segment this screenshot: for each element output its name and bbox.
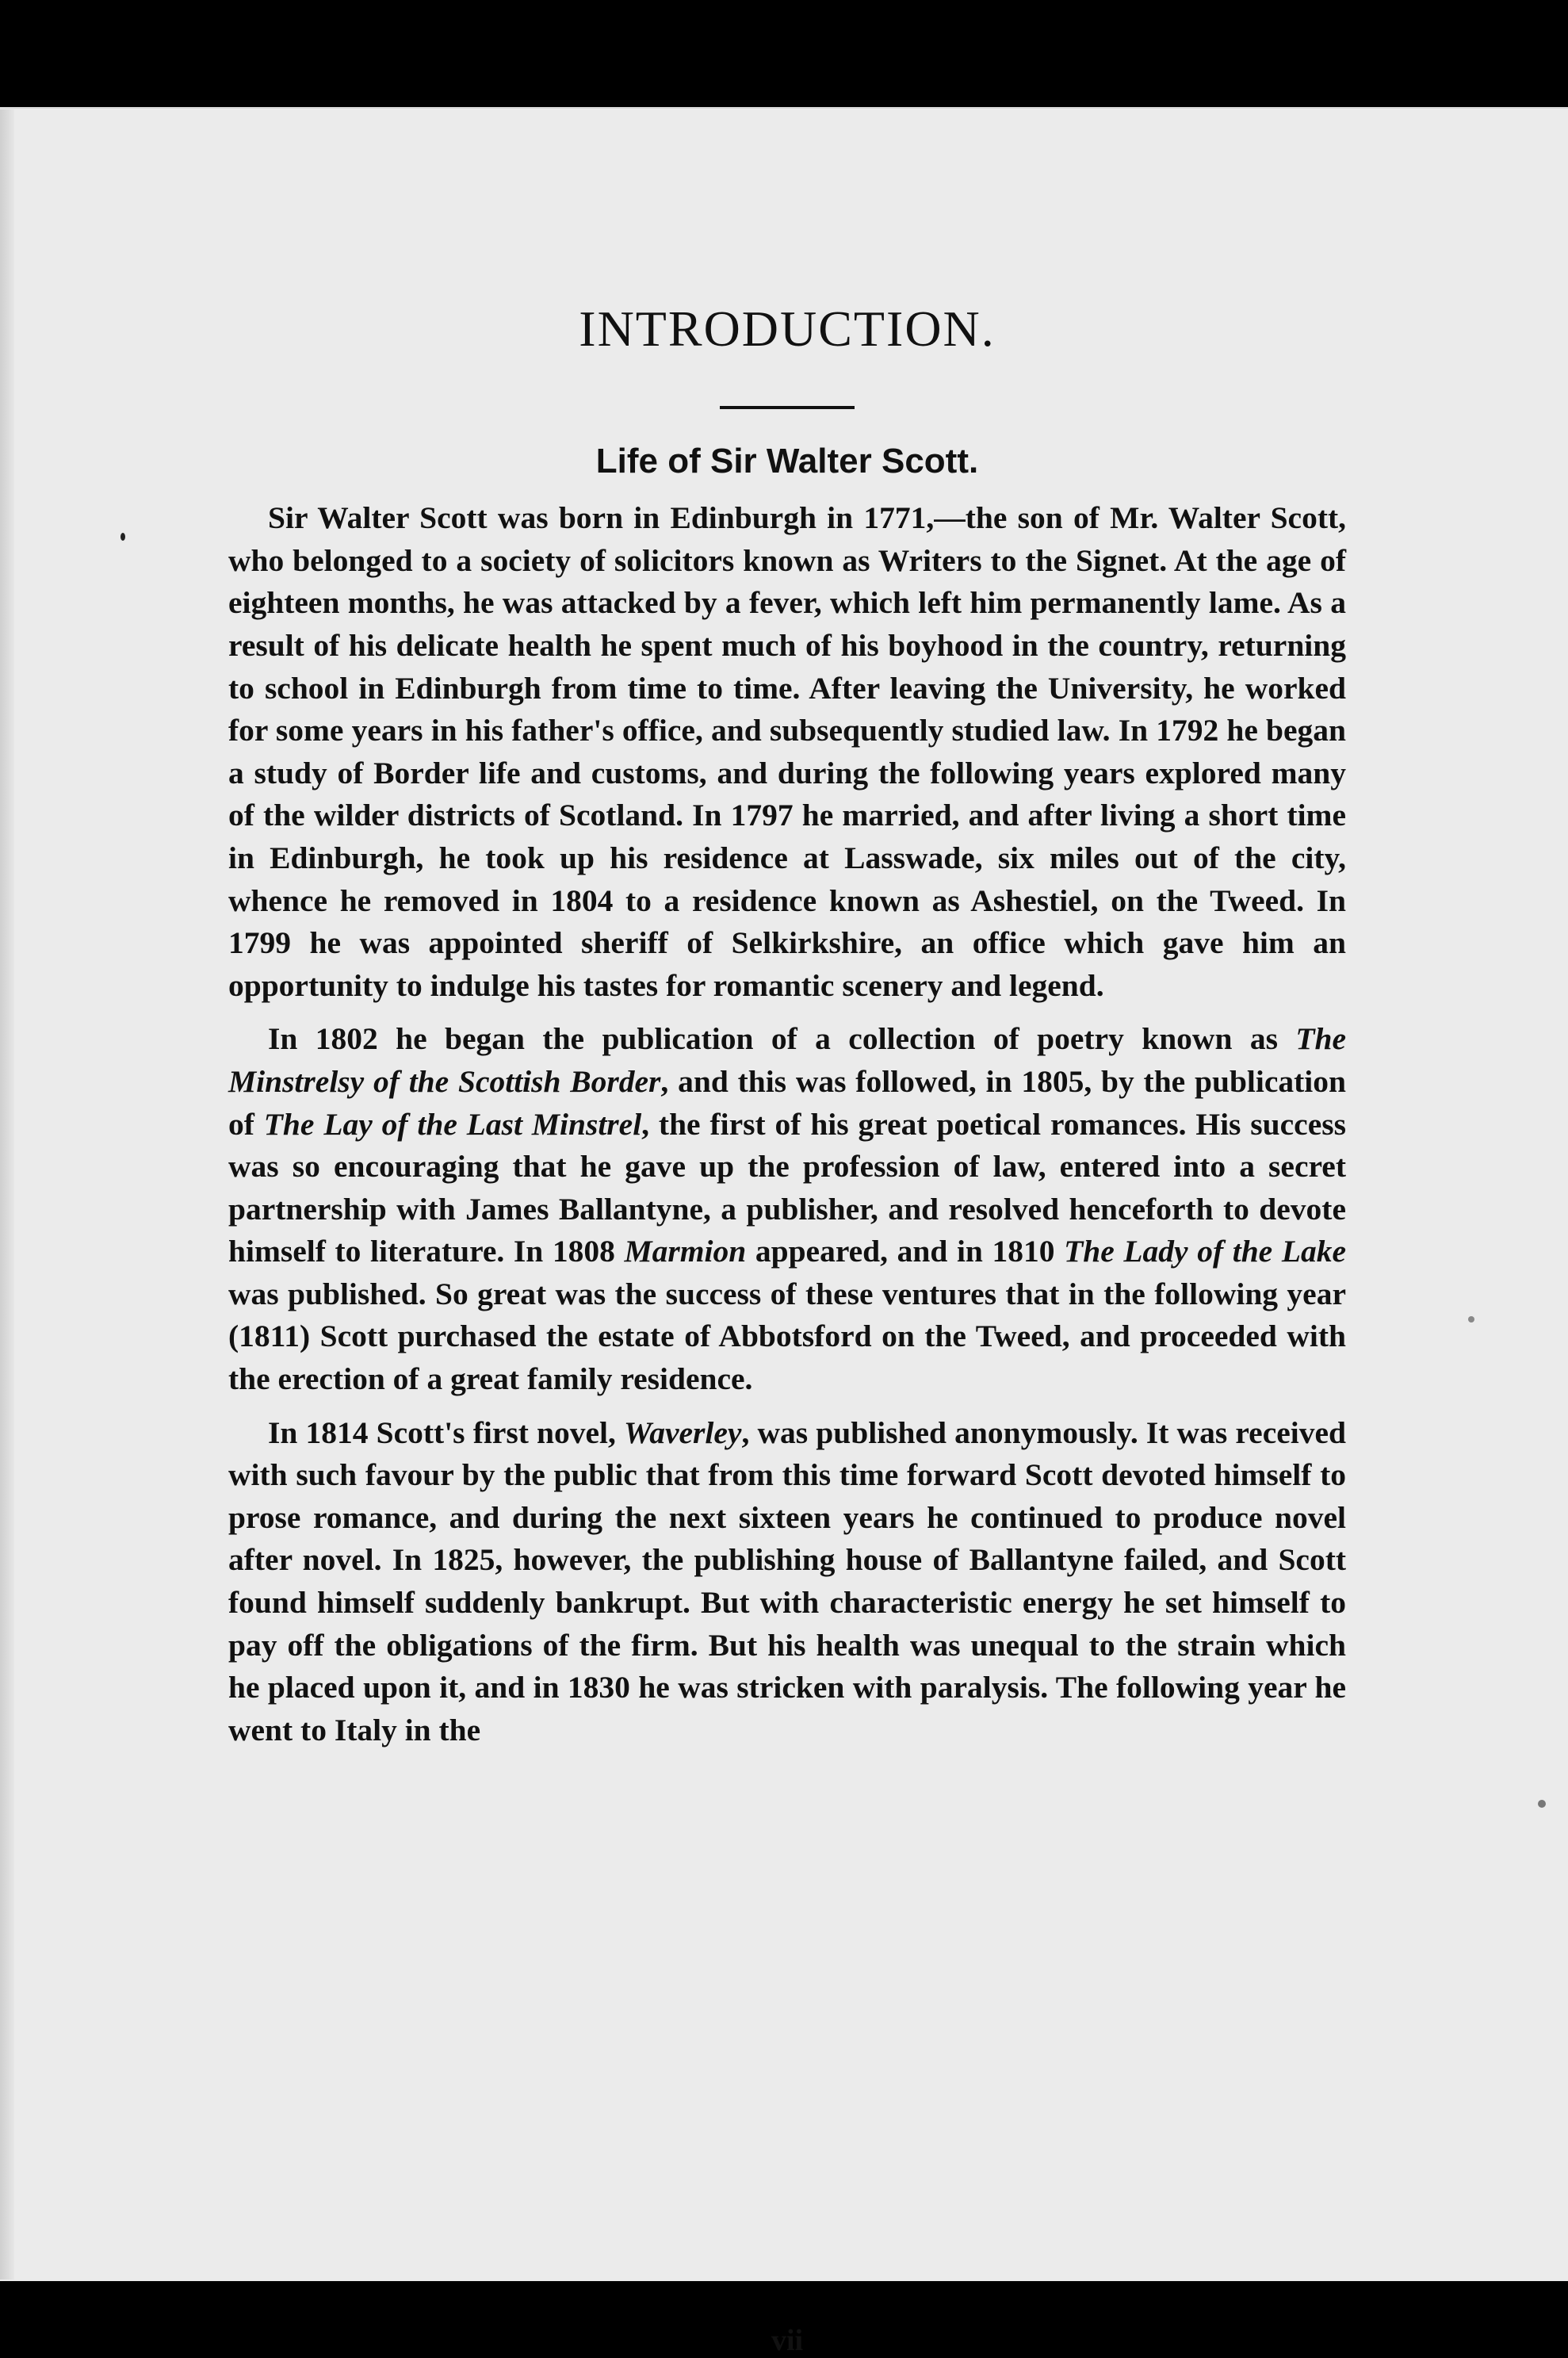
paragraph xyxy=(228,1018,1346,1400)
italic-title-text: The Minstrelsy of the Scottish Border xyxy=(228,1021,1346,1099)
page-title: INTRODUCTION. xyxy=(579,300,996,357)
page-content xyxy=(228,300,1347,2357)
paragraph-text: , was published anonymously. It was received with such favour by the public that from this time forward Scott devoted himself to prose romance, and during the next sixteen years he continued to produce novel after novel. In 1825, however, the publishing house of Ballantyne failed, and Scott found himself suddenly bankrupt. But with characteristic energy he set himself to pay off the obligations of the firm. But his health was unequal to the strain which he placed upon it, and in 1830 he was stricken with paralysis. The following year he went to Italy in the xyxy=(228,1414,1346,1747)
paragraph-text: , the first of his great poetical romances. His success was so encouraging that he gave up the profession of law, entered into a secret partnership with James Ballantyne, a publisher, and resolved henceforth to devote himself to literature. In 1808 xyxy=(228,1106,1346,1269)
scan-speck xyxy=(1538,1800,1546,1808)
page-gutter-edge xyxy=(0,109,14,2280)
paragraph-text: , and this was followed, in 1805, by the publication of xyxy=(228,1063,1346,1142)
paragraph-text: In 1814 Scott's first novel, xyxy=(268,1414,625,1450)
section-heading: Life of Sir Walter Scott. xyxy=(595,442,979,481)
italic-title-text: Marmion xyxy=(624,1234,747,1269)
paragraph xyxy=(228,497,1346,1007)
scan-speck xyxy=(120,533,125,541)
paragraph-text: appeared, and in 1810 xyxy=(746,1234,1065,1269)
scan-speck xyxy=(1468,1316,1474,1323)
italic-title-text: Waverley xyxy=(624,1414,742,1450)
italic-title-text: The Lady of the Lake xyxy=(1064,1234,1347,1269)
body-text xyxy=(228,497,1346,1751)
title-divider xyxy=(720,406,855,409)
paragraph-text: Sir Walter Scott was born in Edinburgh in 1771,—the son of Mr. Walter Scott, who belonged to a society of solicitors known as Writers to the Signet. At the age of eighteen months, he was attacked by a fever, which left him permanently lame. As a result of his delicate health he spent much of his boyhood in the country, returning to school in Edinburgh from time to time. After leaving the University, he worked for some years in his father's office, and subsequently studied law. In 1792 he began a study of Border life and customs, and during the following years explored many of the wilder districts of Scotland. In 1797 he married, and after living a short time in Edinburgh, he took up his residence at Lasswade, six miles out of the city, whence he removed in 1804 to a residence known as Ashestiel, on the Tweed. In 1799 he was appointed sheriff of Selkirkshire, an office which gave him an opportunity to indulge his tastes for romantic scenery and legend. xyxy=(228,500,1346,1003)
paragraph-text: was published. So great was the success of these ventures that in the following year (1811) Scott purchased the estate of Abbotsford on the Tweed, and proceeded with the erection of a great family residence. xyxy=(228,1276,1346,1397)
page-number: vii xyxy=(771,2324,804,2357)
paragraph xyxy=(228,1412,1346,1752)
italic-title-text: The Lay of the Last Minstrel xyxy=(263,1106,642,1142)
paragraph-text: In 1802 he began the publication of a collection of poetry known as xyxy=(268,1021,1296,1057)
